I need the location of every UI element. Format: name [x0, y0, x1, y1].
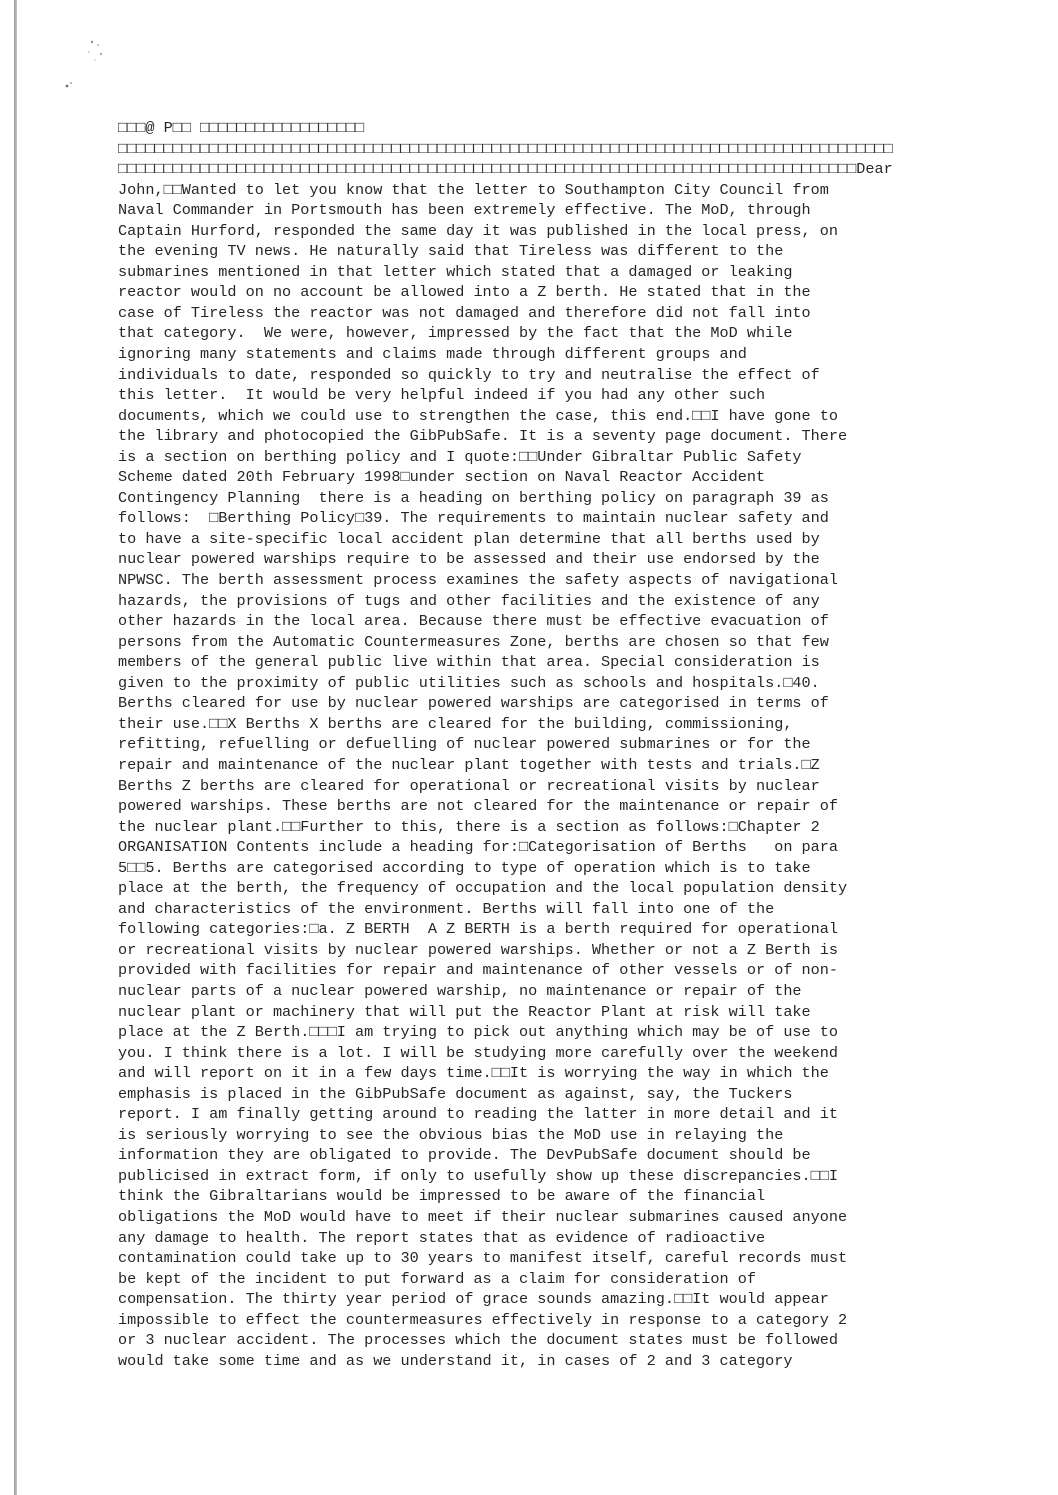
- text-line: Scheme dated 20th February 1998□under section on Naval Reactor Accident: [118, 468, 766, 487]
- text-line: persons from the Automatic Countermeasures Zone, berths are chosen so that few: [118, 632, 829, 651]
- text-line: impossible to effect the countermeasures effectively in response to a category 2: [118, 1310, 848, 1329]
- text-line: the library and photocopied the GibPubSafe. It is a seventy page document. There: [118, 427, 848, 446]
- text-line: individuals to date, responded so quickly to try and neutralise the effect of: [118, 365, 820, 384]
- text-line: powered warships. These berths are not cleared for the maintenance or repair of: [118, 797, 839, 816]
- text-line: reactor would on no account be allowed into a Z berth. He stated that in the: [118, 283, 811, 302]
- text-line: the nuclear plant.□□Further to this, there is a section as follows:□Chapter 2: [118, 817, 820, 836]
- text-line: and characteristics of the environment. Berths will fall into one of the: [118, 899, 775, 918]
- text-line: □□□@ P□□ □□□□□□□□□□□□□□□□□□: [118, 119, 365, 137]
- text-line: John,□□Wanted to let you know that the letter to Southampton City Council from: [118, 180, 829, 199]
- text-line: Captain Hurford, responded the same day it was published in the local press, on: [118, 221, 839, 240]
- text-line: emphasis is placed in the GibPubSafe document as against, say, the Tuckers: [118, 1084, 793, 1103]
- text-line: ignoring many statements and claims made through different groups and: [118, 345, 747, 364]
- text-line: Naval Commander in Portsmouth has been extremely effective. The MoD, through: [118, 201, 811, 220]
- text-line: any damage to health. The report states that as evidence of radioactive: [118, 1228, 766, 1247]
- text-line: is a section on berthing policy and I quote:□□Under Gibraltar Public Safety: [118, 447, 802, 466]
- text-line: hazards, the provisions of tugs and other facilities and the existence of any: [118, 591, 820, 610]
- text-line: documents, which we could use to strengthen the case, this end.□□I have gone to: [118, 406, 839, 425]
- text-line: □□□□□□□□□□□□□□□□□□□□□□□□□□□□□□□□□□□□□□□□□□□□□□□□□□□□□□□□□□□□□□□□□□□□□□□□□□□□□□□□□Dear: [118, 160, 893, 179]
- text-line: other hazards in the local area. Because there must be effective evacuation of: [118, 612, 829, 631]
- text-line: place at the Z Berth.□□□I am trying to pick out anything which may be of use to: [118, 1023, 839, 1042]
- text-line: provided with facilities for repair and maintenance of other vessels or of non-: [118, 961, 839, 980]
- text-line: Contingency Planning there is a heading on berthing policy on paragraph 39 as: [118, 488, 829, 507]
- text-line: their use.□□X Berths X berths are cleared for the building, commissioning,: [118, 714, 793, 733]
- text-line: NPWSC. The berth assessment process examines the safety aspects of navigational: [118, 571, 839, 590]
- text-line: you. I think there is a lot. I will be studying more carefully over the weekend: [118, 1043, 839, 1062]
- text-line: would take some time and as we understand it, in cases of 2 and 3 category: [118, 1351, 793, 1370]
- text-line: Berths cleared for use by nuclear powered warships are categorised in terms of: [118, 694, 829, 713]
- text-line: case of Tireless the reactor was not damaged and therefore did not fall into: [118, 303, 811, 322]
- text-line: given to the proximity of public utilities such as schools and hospitals.□40.: [118, 673, 820, 692]
- text-line: repair and maintenance of the nuclear plant together with tests and trials.□Z: [118, 755, 820, 774]
- text-line: the evening TV news. He naturally said that Tireless was different to the: [118, 242, 784, 261]
- text-line: publicised in extract form, if only to usefully show up these discrepancies.□□I: [118, 1166, 839, 1185]
- text-line: to have a site-specific local accident plan determine that all berths used by: [118, 529, 820, 548]
- text-line: refitting, refuelling or defuelling of nuclear powered submarines or for the: [118, 735, 811, 754]
- text-line: compensation. The thirty year period of grace sounds amazing.□□It would appear: [118, 1290, 829, 1309]
- text-line: follows: □Berthing Policy□39. The requirements to maintain nuclear safety and: [118, 509, 829, 528]
- text-line: □□□□□□□□□□□□□□□□□□□□□□□□□□□□□□□□□□□□□□□□□□□□□□□□□□□□□□□□□□□□□□□□□□□□□□□□□□□□□□□□□□□□□: [118, 139, 893, 158]
- text-line: information they are obligated to provide. The DevPubSafe document should be: [118, 1146, 811, 1165]
- text-line: nuclear parts of a nuclear powered warship, no maintenance or repair of the: [118, 981, 802, 1000]
- text-line: that category. We were, however, impressed by the fact that the MoD while: [118, 324, 793, 343]
- text-line: nuclear powered warships require to be assessed and their use endorsed by the: [118, 550, 820, 569]
- text-line: this letter. It would be very helpful indeed if you had any other such: [118, 386, 766, 405]
- text-line: is seriously worrying to see the obvious bias the MoD use in relaying the: [118, 1125, 784, 1144]
- text-line: following categories:□a. Z BERTH A Z BERTH is a berth required for operational: [118, 920, 839, 939]
- letter-body: [118, 118, 1018, 1371]
- scan-edge-line: [14, 0, 17, 1495]
- text-line: 5□□5. Berths are categorised according to type of operation which is to take: [118, 858, 811, 877]
- text-line: be kept of the incident to put forward as a claim for consideration of: [118, 1269, 756, 1288]
- text-line: members of the general public live within that area. Special consideration is: [118, 653, 820, 672]
- text-line: nuclear plant or machinery that will put the Reactor Plant at risk will take: [118, 1002, 811, 1021]
- text-line: think the Gibraltarians would be impressed to be aware of the financial: [118, 1187, 766, 1206]
- text-line: ORGANISATION Contents include a heading for:□Categorisation of Berths on para: [118, 838, 839, 857]
- text-line: and will report on it in a few days time.□□It is worrying the way in which the: [118, 1064, 829, 1083]
- text-line: obligations the MoD would have to meet if their nuclear submarines caused anyone: [118, 1207, 848, 1226]
- text-line: submarines mentioned in that letter which stated that a damaged or leaking: [118, 262, 793, 281]
- text-line: Berths Z berths are cleared for operational or recreational visits by nuclear: [118, 776, 820, 795]
- text-line: report. I am finally getting around to reading the latter in more detail and it: [118, 1105, 839, 1124]
- text-line: or recreational visits by nuclear powered warships. Whether or not a Z Berth is: [118, 940, 839, 959]
- text-line: place at the berth, the frequency of occupation and the local population density: [118, 879, 848, 898]
- text-line: contamination could take up to 30 years to manifest itself, careful records must: [118, 1249, 848, 1268]
- scan-specks: [40, 30, 120, 100]
- text-line: or 3 nuclear accident. The processes which the document states must be followed: [118, 1331, 839, 1350]
